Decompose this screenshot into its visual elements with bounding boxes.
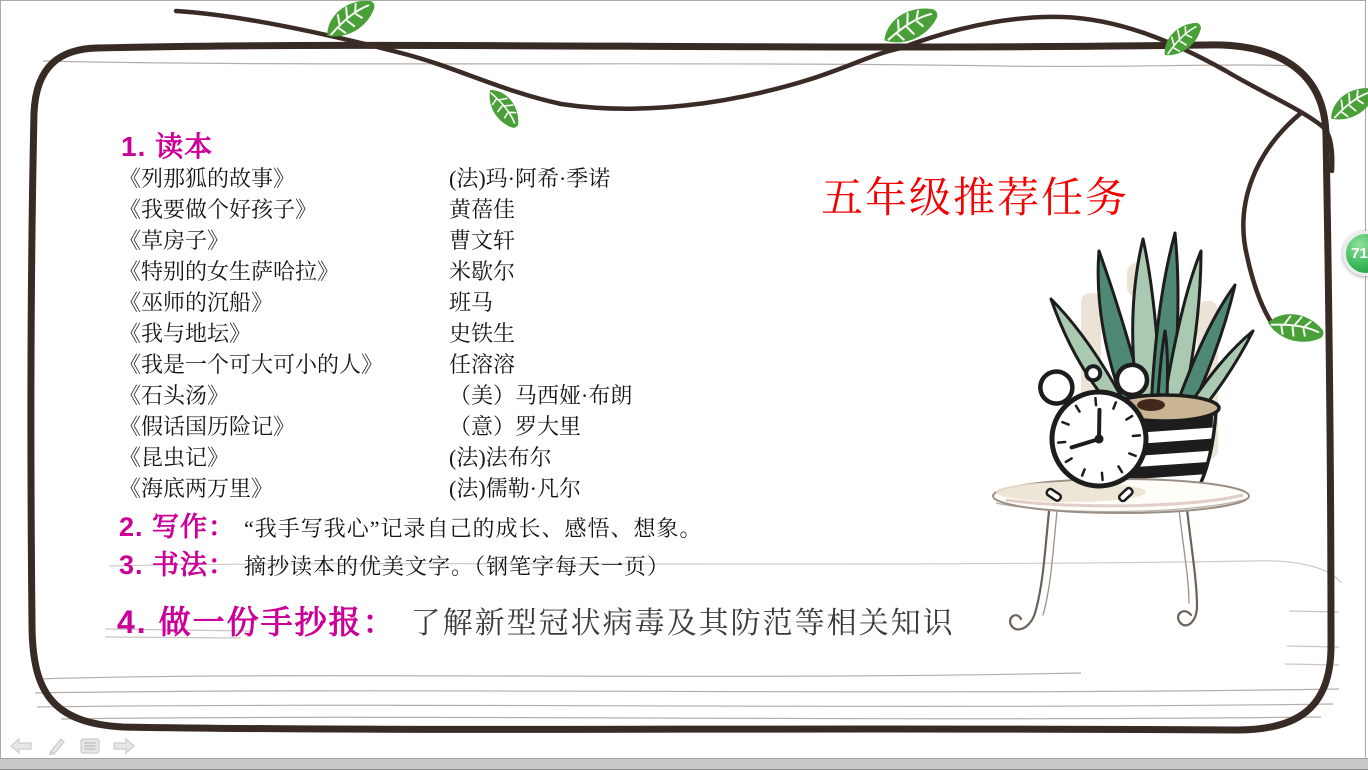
plant-clock-illustration [993,233,1253,629]
book-title: 《我要做个好孩子》 [119,197,318,222]
section-calligraphy [119,543,670,582]
vine-leaf [1157,17,1207,62]
section-reading [121,125,213,165]
page-number-button[interactable] [1343,231,1368,276]
book-author: 米歇尔 [449,259,516,284]
book-row [119,162,632,193]
book-row [119,224,632,255]
side-table [993,479,1249,513]
plant-leaves [1051,233,1253,413]
vine-leaf [319,1,381,45]
book-author: 班马 [449,290,494,315]
book-title: 《草房子》 [119,228,230,253]
book-title: 《我是一个可大可小的人》 [119,352,384,377]
book-author: （意）罗大里 [449,414,582,439]
vine-leaf [1265,308,1326,348]
next-slide-button[interactable] [112,737,136,755]
section-calligraphy-desc: 摘抄读本的优美文字。（钢笔字每天一页） [244,554,671,579]
pen-tool-button[interactable] [44,737,68,755]
vine-leaf [877,1,942,51]
window-bottom-bar [0,758,1368,770]
section-reading-heading: 1. 读本 [121,131,214,162]
alarm-clock [1035,362,1158,509]
vine-leaf [483,83,525,132]
book-title: 《假话国历险记》 [119,414,296,439]
slides-menu-button[interactable] [79,737,101,755]
page-number: 71 [1351,245,1368,262]
book-author: (法)法布尔 [449,445,552,470]
vine-leaf [1324,81,1368,127]
table-legs [1010,509,1197,629]
book-row [119,317,632,348]
book-author: (法)儒勒·凡尔 [449,476,581,501]
section-writing-desc: “我手写我心”记录自己的成长、感悟、想象。 [244,516,703,541]
book-title: 《石头汤》 [119,383,230,408]
book-row [119,286,632,317]
prev-slide-button[interactable] [9,737,33,755]
slideshow-toolbar [9,737,136,755]
slides-menu-icon [79,737,101,755]
section-poster-desc: 了解新型冠状病毒及其防范等相关知识 [410,607,955,640]
plant-pot [1097,395,1234,504]
arrow-right-icon [112,737,136,755]
book-row [119,348,632,379]
section-poster [117,597,955,643]
book-title: 《我与地坛》 [119,321,252,346]
book-row [119,410,632,441]
book-author: 任溶溶 [449,352,516,377]
book-title: 《列那狐的故事》 [119,166,296,191]
book-row [119,379,632,410]
section-writing [119,505,703,544]
book-row [119,193,632,224]
book-author: 史铁生 [449,321,516,346]
section-writing-heading: 2. 写作： [119,512,237,542]
page-title: 五年级推荐任务 [821,176,1130,222]
book-row [119,255,632,286]
pen-icon [44,737,68,755]
book-title: 《昆虫记》 [119,445,230,470]
book-row [119,441,632,472]
book-title: 《特别的女生萨哈拉》 [119,259,340,284]
book-author: （美）马西娅·布朗 [449,383,633,408]
arrow-left-icon [9,737,33,755]
book-title: 《巫师的沉船》 [119,290,274,315]
book-author: 曹文轩 [449,228,516,253]
section-calligraphy-heading: 3. 书法： [119,550,237,580]
book-list [119,162,632,503]
book-title: 《海底两万里》 [119,476,274,501]
book-author: 黄蓓佳 [449,197,516,222]
book-row [119,472,632,503]
book-author: (法)玛·阿希·季诺 [449,166,611,191]
section-poster-heading: 4. 做一份手抄报： [117,604,397,640]
